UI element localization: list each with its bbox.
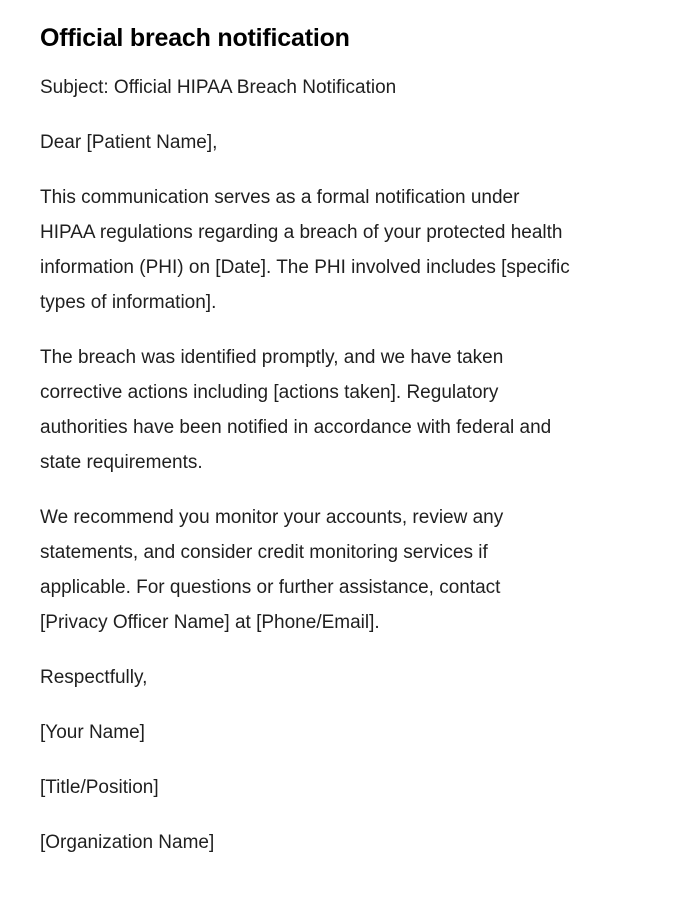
paragraph-line: [Privacy Officer Name] at [Phone/Email].: [40, 612, 380, 633]
paragraph-line: applicable. For questions or further assistance, contact: [40, 577, 501, 598]
signature-organization: [Organization Name]: [40, 832, 215, 853]
paragraph-line: information (PHI) on [Date]. The PHI involved includes [specific: [40, 257, 570, 278]
signature-name: [Your Name]: [40, 722, 145, 743]
paragraph-line: HIPAA regulations regarding a breach of your protected health: [40, 222, 563, 243]
paragraph-line: corrective actions including [actions taken]. Regulatory: [40, 382, 499, 403]
paragraph-line: The breach was identified promptly, and we have taken: [40, 347, 504, 368]
paragraph-recommendations: [40, 500, 660, 640]
closing: Respectfully,: [40, 667, 148, 688]
salutation: Dear [Patient Name],: [40, 132, 218, 153]
signature-title: [Title/Position]: [40, 777, 159, 798]
subject-line: Subject: Official HIPAA Breach Notification: [40, 77, 397, 98]
document-title: Official breach notification: [40, 24, 350, 52]
paragraph-line: This communication serves as a formal notification under: [40, 187, 520, 208]
paragraph-line: state requirements.: [40, 452, 203, 473]
paragraph-line: types of information].: [40, 292, 217, 313]
paragraph-line: statements, and consider credit monitoring services if: [40, 542, 488, 563]
paragraph-line: We recommend you monitor your accounts, review any: [40, 507, 504, 528]
paragraph-breach-notice: [40, 180, 660, 320]
paragraph-line: authorities have been notified in accordance with federal and: [40, 417, 552, 438]
paragraph-corrective-actions: [40, 340, 660, 480]
